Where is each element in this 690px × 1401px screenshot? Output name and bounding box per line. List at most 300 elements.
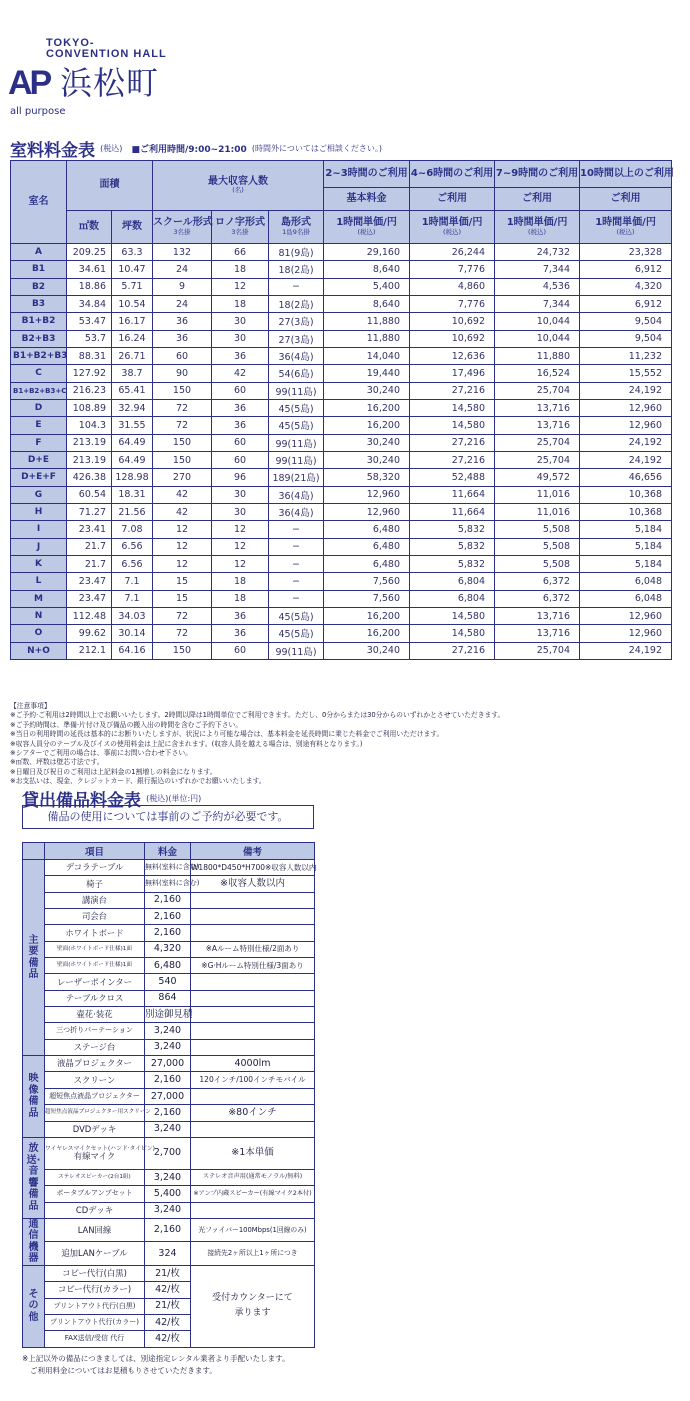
table-cell: 38.7 <box>112 365 153 382</box>
table-cell: 104.3 <box>67 417 112 434</box>
table-cell: 42 <box>153 486 212 503</box>
equipment-remark <box>191 1202 315 1218</box>
table-cell: 9 <box>153 278 212 295</box>
table-cell: 71.27 <box>67 503 112 520</box>
table-cell: 23.47 <box>67 573 112 590</box>
table-cell: 11,664 <box>410 486 495 503</box>
note-line: 【注意事項】 <box>10 702 51 710</box>
table-cell: 45(5島) <box>269 625 324 642</box>
category-label: 映像備品 <box>23 1056 45 1138</box>
category-label: その他 <box>23 1265 45 1347</box>
room-name: B3 <box>11 295 67 312</box>
col-unit-sub: (税込) <box>357 227 376 236</box>
table-cell: 99(11島) <box>269 382 324 399</box>
col-school-label: スクール形式 <box>153 217 213 229</box>
table-cell: 18(2島) <box>269 295 324 312</box>
equipment-item: デコラテーブル <box>45 860 145 876</box>
table-cell: 13,716 <box>495 399 580 416</box>
col-remark: 備考 <box>191 843 315 860</box>
table-cell: 7.1 <box>112 573 153 590</box>
table-cell: 53.47 <box>67 313 112 330</box>
table-cell: 36(4島) <box>269 503 324 520</box>
table-cell: 27,216 <box>410 434 495 451</box>
table-cell: 6,804 <box>410 590 495 607</box>
col-fee: 料金 <box>145 843 191 860</box>
room-name: J <box>11 538 67 555</box>
col-price-4-sub: ご利用 <box>580 188 672 211</box>
equipment-fee: 4,320 <box>145 941 191 957</box>
table-row <box>23 860 315 876</box>
table-cell: − <box>269 573 324 590</box>
equipment-fee: 別途御見積 <box>145 1007 191 1023</box>
room-name: B1+B2+B3+C <box>11 382 67 399</box>
equipment-fee: 2,160 <box>145 1072 191 1088</box>
equipment-remark <box>191 1121 315 1137</box>
room-name: B2 <box>11 278 67 295</box>
table-row <box>11 261 672 278</box>
equipment-item: 椅子 <box>45 876 145 892</box>
table-cell: 108.89 <box>67 399 112 416</box>
logo-line2: CONVENTION HALL <box>46 48 167 60</box>
equipment-item: ステレオスピーカー(2台1組) <box>45 1169 145 1185</box>
table-row <box>23 1039 315 1055</box>
equipment-fee: 3,240 <box>145 1023 191 1039</box>
table-cell: 16,524 <box>495 365 580 382</box>
equipment-fee: 27,000 <box>145 1056 191 1072</box>
table-row <box>11 607 672 624</box>
room-name: B1+B2 <box>11 313 67 330</box>
col-school-sub: 3名掛 <box>173 227 191 236</box>
equipment-fee: 2,160 <box>145 925 191 941</box>
room-name: F <box>11 434 67 451</box>
equipment-remark: 4000lm <box>191 1056 315 1072</box>
table-cell: 36 <box>153 313 212 330</box>
table-cell: 18(2島) <box>269 261 324 278</box>
equipment-item: 司会台 <box>45 909 145 925</box>
table-cell: 17,496 <box>410 365 495 382</box>
table-cell: 11,016 <box>495 486 580 503</box>
equipment-fee: 21/枚 <box>145 1298 191 1314</box>
equipment-table <box>22 842 315 1348</box>
table-cell: 150 <box>153 451 212 468</box>
table-cell: 13,716 <box>495 607 580 624</box>
table-cell: 12 <box>153 555 212 572</box>
table-cell: 36 <box>212 399 269 416</box>
room-name: L <box>11 573 67 590</box>
table-row <box>11 313 672 330</box>
table-row <box>11 244 672 261</box>
table-cell: 11,232 <box>580 347 672 364</box>
table-cell: 24 <box>153 295 212 312</box>
equipment-fee: 6,480 <box>145 958 191 974</box>
equipment-remark: ※収容人数以内 <box>191 876 315 892</box>
table-cell: − <box>269 555 324 572</box>
table-cell: 150 <box>153 642 212 659</box>
table-row <box>23 925 315 941</box>
table-cell: 112.48 <box>67 607 112 624</box>
col-unit-label: 1時間単価/円 <box>595 217 656 229</box>
table-cell: 6,048 <box>580 590 672 607</box>
note-line: ※シアターでご利用の場合は、事前にお問い合わせ下さい。 <box>10 749 192 758</box>
notes <box>10 702 680 787</box>
equipment-item: テーブルクロス <box>45 990 145 1006</box>
equipment-remark: ※G·Hルーム特別仕様/3面あり <box>191 958 315 974</box>
table-row <box>11 590 672 607</box>
table-cell: 45(5島) <box>269 399 324 416</box>
category-label: 主要備品 <box>23 860 45 1056</box>
table-row <box>23 1186 315 1202</box>
table-cell: 5,832 <box>410 521 495 538</box>
table-cell: 10.47 <box>112 261 153 278</box>
table-cell: 7,560 <box>324 573 410 590</box>
equipment-fee: 42/枚 <box>145 1314 191 1330</box>
table-cell: 5,508 <box>495 555 580 572</box>
table-cell: 16,200 <box>324 625 410 642</box>
table-cell: 150 <box>153 382 212 399</box>
table-row <box>11 295 672 312</box>
equipment-item: 超短焦点液晶プロジェクター用スクリーン <box>45 1105 145 1121</box>
room-name: H <box>11 503 67 520</box>
logo-sub: all purpose <box>10 106 66 117</box>
table-cell: 10,044 <box>495 313 580 330</box>
table-cell: 14,040 <box>324 347 410 364</box>
table-cell: 5,832 <box>410 538 495 555</box>
room-fee-tax: (税込) <box>100 144 123 153</box>
room-name: G <box>11 486 67 503</box>
table-cell: 9,504 <box>580 313 672 330</box>
room-name: D+E+F <box>11 469 67 486</box>
table-cell: 5,832 <box>410 555 495 572</box>
room-fee-heading <box>10 136 680 161</box>
equipment-remark: 120インチ/100インチモバイル <box>191 1072 315 1088</box>
mic-set-label: ワイヤレスマイクセット(ハンド·タイピン) <box>45 1145 155 1152</box>
table-cell: 150 <box>153 434 212 451</box>
table-cell: 12 <box>212 538 269 555</box>
table-cell: 7.08 <box>112 521 153 538</box>
equipment-item: ステージ台 <box>45 1039 145 1055</box>
table-cell: 58,320 <box>324 469 410 486</box>
table-row <box>11 469 672 486</box>
table-cell: 96 <box>212 469 269 486</box>
table-cell: 14,580 <box>410 607 495 624</box>
table-cell: 27(3島) <box>269 330 324 347</box>
note-line: ※お支払いは、現金、クレジットカード、銀行振込のいずれかでお願いいたします。 <box>10 777 266 786</box>
table-cell: 4,860 <box>410 278 495 295</box>
table-cell: 25,704 <box>495 451 580 468</box>
equipment-item: 超短焦点液晶プロジェクター <box>45 1088 145 1104</box>
table-cell: 45(5島) <box>269 417 324 434</box>
table-cell: 10,044 <box>495 330 580 347</box>
table-cell: 24,192 <box>580 451 672 468</box>
col-price-1-sub: 基本料金 <box>324 188 410 211</box>
table-cell: 9,504 <box>580 330 672 347</box>
table-row <box>23 1023 315 1039</box>
table-cell: 18 <box>212 573 269 590</box>
table-cell: 27,216 <box>410 382 495 399</box>
table-row <box>23 1202 315 1218</box>
equipment-fee: 42/枚 <box>145 1282 191 1298</box>
table-cell: 216.23 <box>67 382 112 399</box>
table-cell: 36 <box>212 607 269 624</box>
table-cell: 6,372 <box>495 590 580 607</box>
table-cell: 12 <box>212 521 269 538</box>
room-name: D+E <box>11 451 67 468</box>
table-row <box>23 974 315 990</box>
table-cell: 24,192 <box>580 382 672 399</box>
table-row <box>23 1072 315 1088</box>
table-row <box>11 330 672 347</box>
equipment-remark: W1800*D450*H700※収容人数以内 <box>191 860 315 876</box>
table-cell: 65.41 <box>112 382 153 399</box>
table-cell: 81(9島) <box>269 244 324 261</box>
equipment-item: FAX送信/受信 代行 <box>45 1331 145 1347</box>
equipment-fee: 864 <box>145 990 191 1006</box>
table-row <box>23 1242 315 1266</box>
equipment-remark: ※1本単価 <box>191 1137 315 1169</box>
table-cell: 212.1 <box>67 642 112 659</box>
table-cell: 36 <box>212 347 269 364</box>
equipment-item: コピー代行(白黒) <box>45 1265 145 1281</box>
table-cell: 60 <box>212 451 269 468</box>
table-cell: 12,960 <box>580 625 672 642</box>
table-cell: 36 <box>212 625 269 642</box>
table-cell: 4,320 <box>580 278 672 295</box>
table-cell: 24,732 <box>495 244 580 261</box>
equipment-table-body <box>23 860 315 1348</box>
table-cell: 132 <box>153 244 212 261</box>
table-cell: 7,776 <box>410 295 495 312</box>
table-cell: 27,216 <box>410 642 495 659</box>
table-cell: 27(3島) <box>269 313 324 330</box>
table-row <box>11 642 672 659</box>
table-cell: 60 <box>153 347 212 364</box>
category-label: 通信機器 <box>23 1218 45 1265</box>
col-island-sub: 1島9名掛 <box>282 227 310 236</box>
table-cell: 12,960 <box>324 503 410 520</box>
table-cell: 6.56 <box>112 538 153 555</box>
table-cell: 270 <box>153 469 212 486</box>
logo-tagline <box>46 38 167 60</box>
table-cell: 64.49 <box>112 434 153 451</box>
table-cell: 14,580 <box>410 417 495 434</box>
table-cell: 24 <box>153 261 212 278</box>
col-island-label: 島形式 <box>281 217 311 229</box>
equipment-item: 液晶プロジェクター <box>45 1056 145 1072</box>
equipment-item: 三つ折りパーテーション <box>45 1023 145 1039</box>
table-cell: 21.7 <box>67 538 112 555</box>
table-cell: 30 <box>212 503 269 520</box>
table-cell: 426.38 <box>67 469 112 486</box>
table-cell: 66 <box>212 244 269 261</box>
table-cell: 7,560 <box>324 590 410 607</box>
table-cell: 30 <box>212 486 269 503</box>
room-name: N <box>11 607 67 624</box>
table-cell: 189(21島) <box>269 469 324 486</box>
table-cell: 7,344 <box>495 261 580 278</box>
table-row <box>11 521 672 538</box>
table-cell: 53.7 <box>67 330 112 347</box>
table-row <box>11 503 672 520</box>
equipment-remark <box>191 1023 315 1039</box>
table-cell: 6,480 <box>324 521 410 538</box>
table-cell: 10,368 <box>580 503 672 520</box>
table-row <box>23 1121 315 1137</box>
table-row <box>11 365 672 382</box>
table-cell: 34.61 <box>67 261 112 278</box>
table-cell: 127.92 <box>67 365 112 382</box>
table-row <box>23 1169 315 1185</box>
equipment-remark: ※Aルーム特別仕様/2面あり <box>191 941 315 957</box>
table-cell: 6.56 <box>112 555 153 572</box>
equipment-item: スクリーン <box>45 1072 145 1088</box>
table-cell: 10,692 <box>410 330 495 347</box>
table-cell: 11,880 <box>324 330 410 347</box>
table-cell: 14,580 <box>410 399 495 416</box>
room-name: E <box>11 417 67 434</box>
table-cell: 12 <box>212 278 269 295</box>
col-unit-sub: (税込) <box>442 227 462 236</box>
room-table-body <box>11 244 672 660</box>
table-cell: 72 <box>153 625 212 642</box>
table-cell: 19,440 <box>324 365 410 382</box>
table-cell: 21.56 <box>112 503 153 520</box>
col-room: 室名 <box>11 161 67 244</box>
table-cell: 31.55 <box>112 417 153 434</box>
room-name: M <box>11 590 67 607</box>
equipment-fee: 無料(室料に含む) <box>145 860 191 876</box>
table-cell: 6,804 <box>410 573 495 590</box>
room-name: D <box>11 399 67 416</box>
equipment-remark <box>191 909 315 925</box>
table-row <box>23 1137 315 1169</box>
table-cell: 5,508 <box>495 521 580 538</box>
table-row <box>11 555 672 572</box>
table-cell: 8,640 <box>324 295 410 312</box>
note-line: ※㎡数、坪数は壁芯寸法です。 <box>10 758 104 767</box>
table-cell: 30.14 <box>112 625 153 642</box>
usage-hours-note: (時間外についてはご相談ください。) <box>251 144 382 153</box>
table-cell: 12,636 <box>410 347 495 364</box>
equipment-item: ホワイトボード <box>45 925 145 941</box>
equipment-remark <box>191 1007 315 1023</box>
equipment-fee: 540 <box>145 974 191 990</box>
table-cell: 6,480 <box>324 555 410 572</box>
col-unit-sub: (税込) <box>527 227 547 236</box>
col-ro-label: ロノ字形式 <box>215 217 265 229</box>
table-cell: 5.71 <box>112 278 153 295</box>
equipment-title: 貸出備品料金表 <box>22 791 141 811</box>
equipment-item: プリントアウト代行(カラー) <box>45 1314 145 1330</box>
table-row <box>11 486 672 503</box>
table-cell: − <box>269 590 324 607</box>
table-cell: 30,240 <box>324 642 410 659</box>
logo-line1: TOKYO- <box>46 37 95 49</box>
table-cell: 30 <box>212 330 269 347</box>
table-cell: 29,160 <box>324 244 410 261</box>
table-cell: 16,200 <box>324 417 410 434</box>
category-label: 放送·音響備品 <box>23 1137 45 1218</box>
col-item: 項目 <box>45 843 145 860</box>
table-cell: 60 <box>212 434 269 451</box>
table-row <box>23 1056 315 1072</box>
room-name: I <box>11 521 67 538</box>
col-price-3-sub: ご利用 <box>495 188 580 211</box>
table-cell: 213.19 <box>67 451 112 468</box>
col-unit-2 <box>410 211 495 244</box>
table-cell: 30,240 <box>324 451 410 468</box>
equipment-remark <box>191 990 315 1006</box>
table-cell: 23.47 <box>67 590 112 607</box>
equipment-fee: 3,240 <box>145 1169 191 1185</box>
equipment-fee: 2,700 <box>145 1137 191 1169</box>
room-name: B1 <box>11 261 67 278</box>
room-name: A <box>11 244 67 261</box>
room-name: C <box>11 365 67 382</box>
col-unit-1 <box>324 211 410 244</box>
note-line: ※日曜日及び祝日のご利用は上記料金の1割増しの料金になります。 <box>10 767 217 776</box>
counter-remark-line2: 承ります <box>234 1308 271 1319</box>
table-cell: 5,184 <box>580 521 672 538</box>
table-cell: 12 <box>153 521 212 538</box>
room-name: B2+B3 <box>11 330 67 347</box>
table-cell: 18.31 <box>112 486 153 503</box>
table-row <box>11 573 672 590</box>
table-cell: 36 <box>212 417 269 434</box>
table-cell: 21.7 <box>67 555 112 572</box>
table-row <box>11 434 672 451</box>
equipment-remark: 光ファイバー100Mbps(1回線のみ) <box>191 1218 315 1242</box>
room-name: B1+B2+B3 <box>11 347 67 364</box>
table-cell: 60 <box>212 382 269 399</box>
logo <box>8 32 188 122</box>
table-cell: − <box>269 521 324 538</box>
table-cell: 18.86 <box>67 278 112 295</box>
logo-ap: AP <box>8 64 50 102</box>
table-row <box>23 1088 315 1104</box>
table-cell: 6,048 <box>580 573 672 590</box>
table-row <box>11 417 672 434</box>
col-price-1: 2~3時間のご利用 <box>324 161 410 188</box>
col-unit-label: 1時間単価/円 <box>336 217 397 229</box>
table-cell: 88.31 <box>67 347 112 364</box>
table-cell: 10.54 <box>112 295 153 312</box>
equipment-item: コピー代行(カラー) <box>45 1282 145 1298</box>
table-cell: 90 <box>153 365 212 382</box>
table-row <box>23 1007 315 1023</box>
col-ro-sub: 3名掛 <box>231 227 249 236</box>
equipment-remark <box>191 925 315 941</box>
equipment-item: 壁面(ホワイトボード仕様)1面 <box>45 958 145 974</box>
table-cell: 25,704 <box>495 434 580 451</box>
equipment-remark <box>191 892 315 908</box>
table-cell: 7,344 <box>495 295 580 312</box>
equipment-fee: 42/枚 <box>145 1331 191 1347</box>
table-row <box>23 1218 315 1242</box>
equipment-fee: 2,160 <box>145 892 191 908</box>
table-cell: 5,508 <box>495 538 580 555</box>
table-cell: 209.25 <box>67 244 112 261</box>
table-cell: 18 <box>212 261 269 278</box>
note-line: ※収容人員分のテーブル及びイスの使用料金は上記に含まれます。(収容人員を越える場合は、別途有料となります。) <box>10 739 363 748</box>
equipment-fee: 2,160 <box>145 909 191 925</box>
table-cell: 24,192 <box>580 642 672 659</box>
equipment-footnote <box>22 1353 290 1377</box>
col-unit-label: 1時間単価/円 <box>506 217 568 229</box>
table-cell: 11,016 <box>495 503 580 520</box>
col-school <box>153 211 212 244</box>
equipment-item: 追加LANケーブル <box>45 1242 145 1266</box>
equipment-fee: 3,240 <box>145 1202 191 1218</box>
